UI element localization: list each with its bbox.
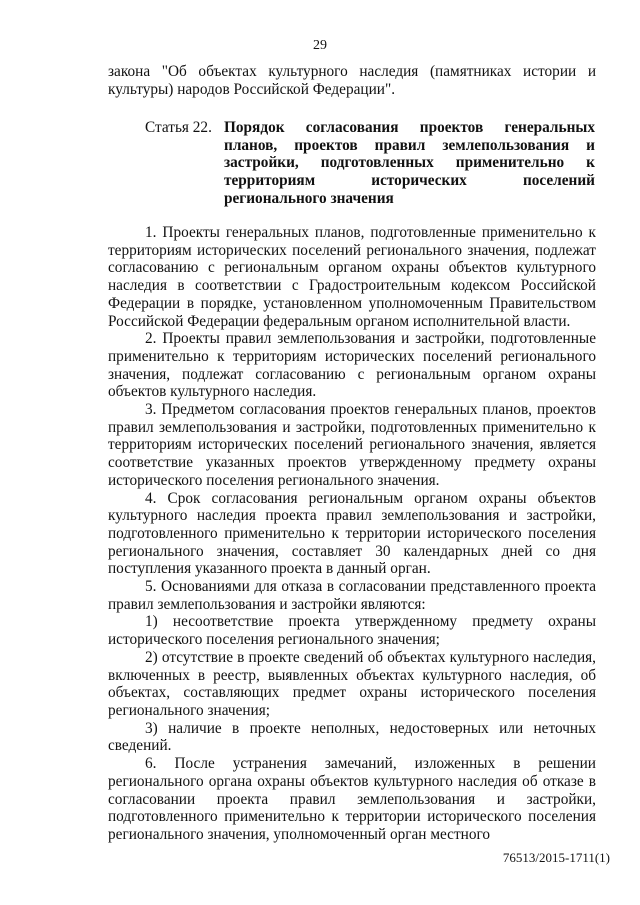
list-item: 3) наличие в проекте неполных, недостоверных или неточных сведений.: [108, 719, 596, 755]
article-label: Статья 22.: [145, 119, 212, 136]
article-title: Порядок согласования проектов генеральных планов, проектов правил землепользования и застройки, подготовленных применительно к территориям исторических поселений регионального значения: [224, 119, 595, 207]
article-heading: [145, 119, 595, 208]
list-item: 2) отсутствие в проекте сведений об объектах культурного наследия, включенных в реестр, выявленных объектах культурного наследия, об объектах, составляющих предмет охраны исторического поселения регионального значения;: [108, 648, 596, 719]
paragraph: 4. Срок согласования региональным органом охраны объектов культурного наследия проекта правил землепользования и застройки, подготовленного применительно к территории исторического поселения регионального значения, составляет 30 календарных дней со дня поступления указанного проекта в данный орган.: [108, 489, 596, 578]
paragraph: 5. Основаниями для отказа в согласовании представленного проекта правил землепользования и застройки являются:: [108, 578, 596, 613]
paragraph: 1. Проекты генеральных планов, подготовленные применительно к территориям исторических поселений регионального значения, подлежат согласованию с региональным органом охраны объектов культурного наследия в соответствии с Градостроительным кодексом Российской Федерации в порядке, установленном уполномоченным Правительством Российской Федерации федеральным органом исполнительной власти.: [108, 224, 596, 330]
paragraph: 6. После устранения замечаний, изложенных в решении регионального органа охраны объектов культурного наследия об отказе в согласовании проекта правил землепользования и застройки, подготовленного применительно к территории исторического поселения регионального значения, уполномоченный орган местного: [108, 755, 596, 843]
list-item: 1) несоответствие проекта утвержденному предмету охраны исторического поселения регионального значения;: [108, 613, 596, 649]
paragraph: 2. Проекты правил землепользования и застройки, подготовленные применительно к территориям исторических поселений регионального значения, подлежат согласованию с региональным органом охраны объектов культурного наследия.: [108, 330, 596, 401]
intro-paragraph: закона "Об объектах культурного наследия (памятниках истории и культуры) народов Российской Федерации".: [108, 63, 596, 98]
page-number: 29: [313, 38, 327, 53]
article-body: [108, 224, 596, 844]
paragraph: 3. Предметом согласования проектов генеральных планов, проектов правил землепользования и застройки, подготовленных применительно к территориям исторических поселений регионального значения, является соответствие указанных проектов утвержденному предмету охраны исторического поселения регионального значения.: [108, 401, 596, 489]
document-code: 76513/2015-1711(1): [502, 850, 610, 865]
